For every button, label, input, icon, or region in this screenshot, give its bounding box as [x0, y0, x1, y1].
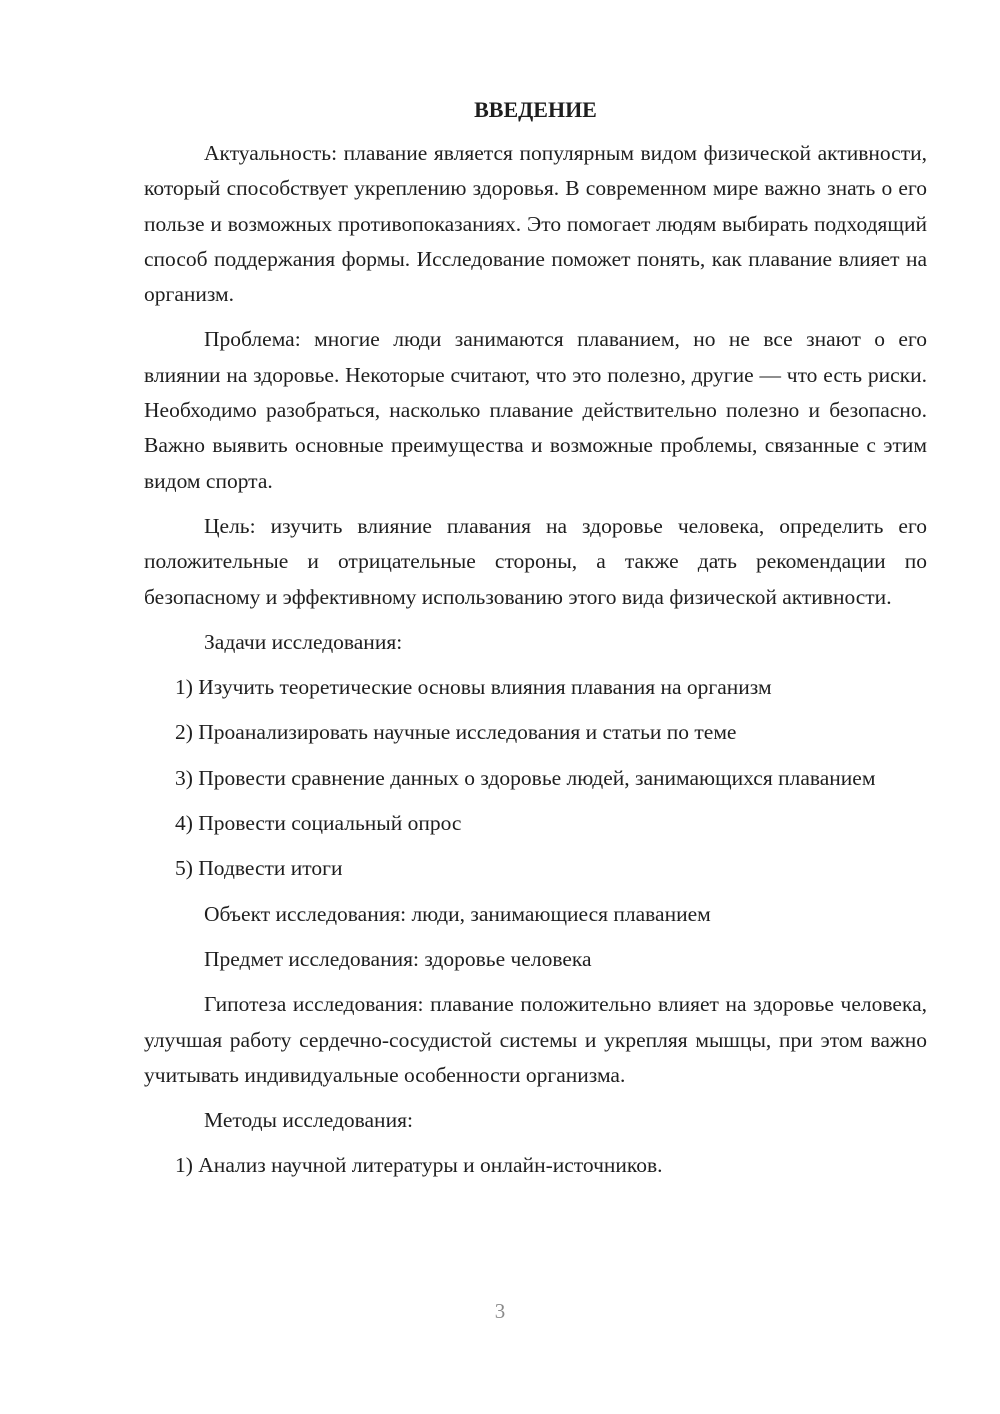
document-page — [144, 94, 927, 1194]
task-item: 2) Проанализировать научные исследования и статьи по теме — [175, 720, 737, 745]
task-item: 1) Изучить теоретические основы влияния плавания на организм — [175, 675, 772, 700]
tasks-heading: Задачи исследования: — [204, 629, 403, 654]
methods-heading: Методы исследования: — [204, 1108, 413, 1133]
research-subject: Предмет исследования: здоровье человека — [204, 946, 592, 971]
page-number: 3 — [494, 1299, 506, 1323]
relevance-paragraph: Актуальность: плавание является популярным видом физической активности, который способствует укреплению здоровья. В современном мире важно знать о его пользе и возможных противопоказаниях. Это помогает людям выбирать подходящий способ поддержания формы. Исследование поможет понять, как плавание влияет на организм. — [144, 141, 927, 307]
goal-paragraph: Цель: изучить влияние плавания на здоровье человека, определить его положительные и отрицательные стороны, а также дать рекомендации по безопасному и эффективному использованию этого вида физической активности. — [144, 513, 927, 609]
hypothesis-paragraph: Гипотеза исследования: плавание положительно влияет на здоровье человека, улучшая работу сердечно-сосудистой системы и укрепляя мышцы, при этом важно учитывать индивидуальные особенности организма. — [144, 992, 927, 1087]
method-item: 1) Анализ научной литературы и онлайн-источников. — [175, 1153, 663, 1178]
research-object: Объект исследования: люди, занимающиеся плаванием — [204, 901, 711, 926]
section-title: ВВЕДЕНИЕ — [474, 97, 597, 122]
task-item: 3) Провести сравнение данных о здоровье людей, занимающихся плаванием — [175, 765, 876, 790]
problem-paragraph: Проблема: многие люди занимаются плаванием, но не все знают о его влиянии на здоровье. Некоторые считают, что это полезно, другие — что есть риски. Необходимо разобраться, насколько плавание действительно полезно и безопасно. Важно выявить основные преимущества и возможные проблемы, связанные с этим видом спорта. — [144, 327, 927, 493]
task-item: 4) Провести социальный опрос — [175, 811, 462, 836]
task-item: 5) Подвести итоги — [175, 856, 343, 881]
